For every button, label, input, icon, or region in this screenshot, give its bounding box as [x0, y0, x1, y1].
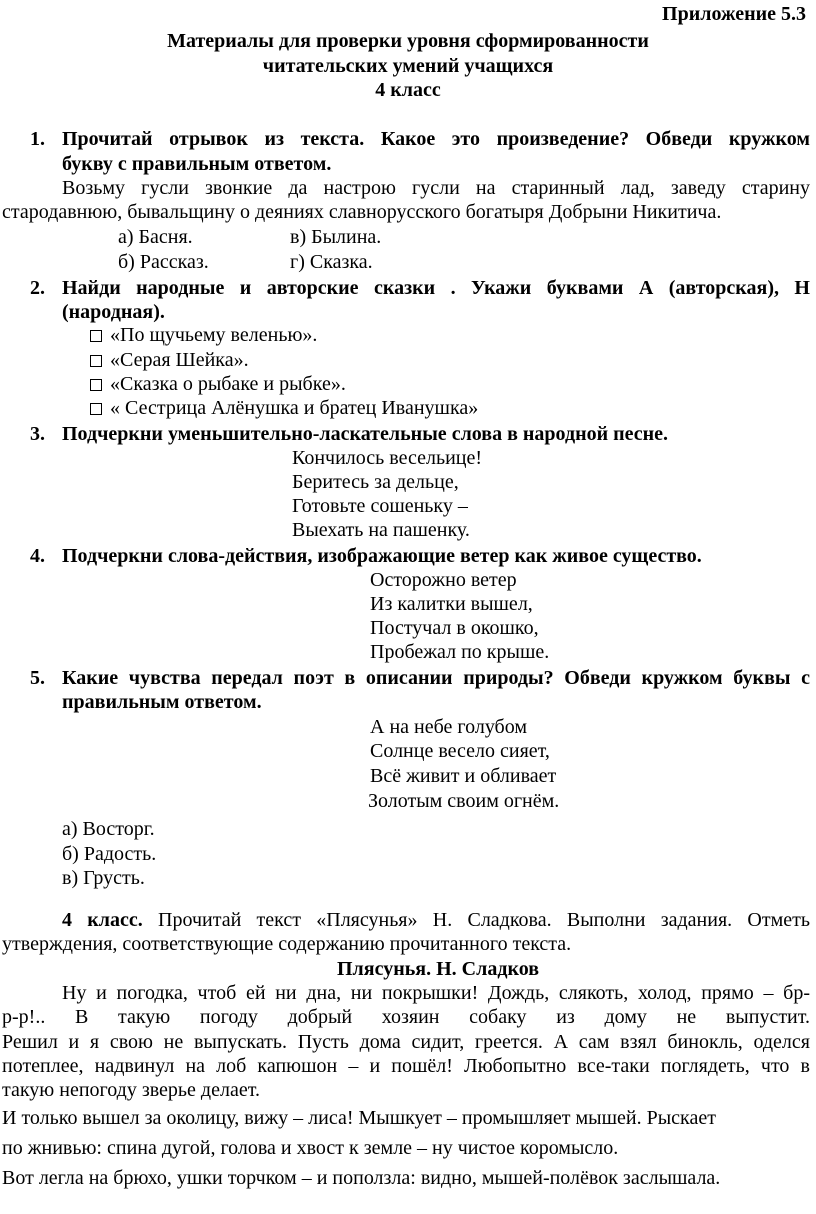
task-1-passage-line-2: стародавнюю, бывальщину о деяниях славнорусского богатыря Добрыни Никитича. — [2, 201, 722, 223]
task-5-number: 5. — [30, 667, 45, 689]
story-line: по жнивью: спина дугой, голова и хвост к земле – ну чистое коромысло. — [2, 1137, 619, 1159]
title-line-2: читательских умений учащихся — [262, 55, 554, 77]
task-1-passage-line-1: Возьму гусли звонкие да настрою гусли на старинный лад, заведу старину — [62, 177, 810, 199]
story-line: такую непогоду зверье делает. — [2, 1079, 260, 1101]
task-5-question-line-1: Какие чувства передал поэт в описании природы? Обведи кружком буквы с — [62, 667, 810, 689]
task-5-question-line-2: правильным ответом. — [62, 691, 262, 713]
task-2-item: «По щучьему веленью». — [90, 323, 317, 347]
task-4-poem-line: Пробежал по крыше. — [370, 641, 550, 663]
appendix-label: Приложение 5.3 — [662, 3, 806, 25]
story-line: И только вышел за околицу, вижу – лиса! Мышкует – промышляет мышей. Рыскает — [2, 1107, 716, 1129]
story-line: Ну и погодка, чтоб ей ни дна, ни покрышки! Дождь, слякоть, холод, прямо – бр- — [62, 982, 810, 1004]
task-4-poem-line: Постучал в окошко, — [370, 617, 539, 639]
story-line: р-р!.. В такую погоду добрый хозяин собаку из дому не выпустит. — [2, 1006, 810, 1028]
reading-intro-line-2: утверждения, соответствующие содержанию прочитанного текста. — [2, 933, 572, 955]
task-2-question-line-1: Найди народные и авторские сказки . Укажи буквами А (авторская), Н — [62, 277, 810, 299]
task-3-poem-line: Кончилось весельице! — [292, 447, 483, 469]
checkbox-icon[interactable] — [90, 355, 102, 367]
task-3-number: 3. — [30, 423, 45, 445]
task-1-option-a: а) Басня. — [118, 226, 193, 248]
task-1-number: 1. — [30, 128, 45, 150]
task-5-poem-line: А на небе голубом — [370, 716, 528, 738]
task-2-number: 2. — [30, 277, 45, 299]
title-line-1: Материалы для проверки уровня сформированности — [167, 30, 649, 52]
task-4-question: Подчеркни слова-действия, изображающие ветер как живое существо. — [62, 545, 702, 567]
task-5-poem-line: Золотым своим огнём. — [368, 790, 560, 812]
story-line: потеплее, надвинул на лоб капюшон – и пошёл! Любопытно все-таки поглядеть, что в — [2, 1055, 810, 1077]
task-5-option-b: б) Радость. — [62, 843, 157, 865]
task-5-poem-line: Солнце весело сияет, — [370, 740, 550, 762]
task-2-item: « Сестрица Алёнушка и братец Иванушка» — [90, 396, 478, 420]
task-4-poem-line: Из калитки вышел, — [370, 593, 533, 615]
task-5-option-v: в) Грусть. — [62, 867, 145, 889]
task-5-option-a: а) Восторг. — [62, 818, 155, 840]
checkbox-icon[interactable] — [90, 379, 102, 391]
title-line-3: 4 класс — [375, 79, 441, 101]
checkbox-icon[interactable] — [90, 403, 102, 415]
task-5-poem-line: Всё живит и обливает — [370, 765, 557, 787]
task-3-poem-line: Беритесь за дельце, — [292, 471, 459, 493]
task-3-poem-line: Выехать на пашенку. — [292, 519, 470, 541]
task-3-poem-line: Готовьте сошеньку – — [292, 495, 468, 517]
task-2-item: «Серая Шейка». — [90, 348, 249, 372]
task-1-question-line-2: букву с правильным ответом. — [62, 153, 332, 175]
task-4-number: 4. — [30, 545, 45, 567]
story-line: Решил и я свою не выпускать. Пусть дома сидит, греется. А сам взял бинокль, оделся — [2, 1031, 810, 1053]
task-2-question-line-2: (народная). — [62, 301, 165, 323]
task-1-option-b: б) Рассказ. — [118, 251, 209, 273]
story-line: Вот легла на брюхо, ушки торчком – и поползла: видно, мышей-полёвок заслышала. — [2, 1167, 721, 1189]
task-1-option-g: г) Сказка. — [290, 251, 373, 273]
task-3-question: Подчеркни уменьшительно-ласкательные слова в народной песне. — [62, 423, 669, 445]
reading-intro-line-1: 4 класс. Прочитай текст «Плясунья» Н. Сладкова. Выполни задания. Отметь — [62, 909, 811, 931]
task-1-option-v: в) Былина. — [290, 226, 382, 248]
task-2-item: «Сказка о рыбаке и рыбке». — [90, 372, 346, 396]
checkbox-icon[interactable] — [90, 330, 102, 342]
story-title: Плясунья. Н. Сладков — [336, 958, 540, 980]
task-4-poem-line: Осторожно ветер — [370, 569, 517, 591]
task-1-question-line-1: Прочитай отрывок из текста. Какое это произведение? Обведи кружком — [62, 128, 810, 150]
